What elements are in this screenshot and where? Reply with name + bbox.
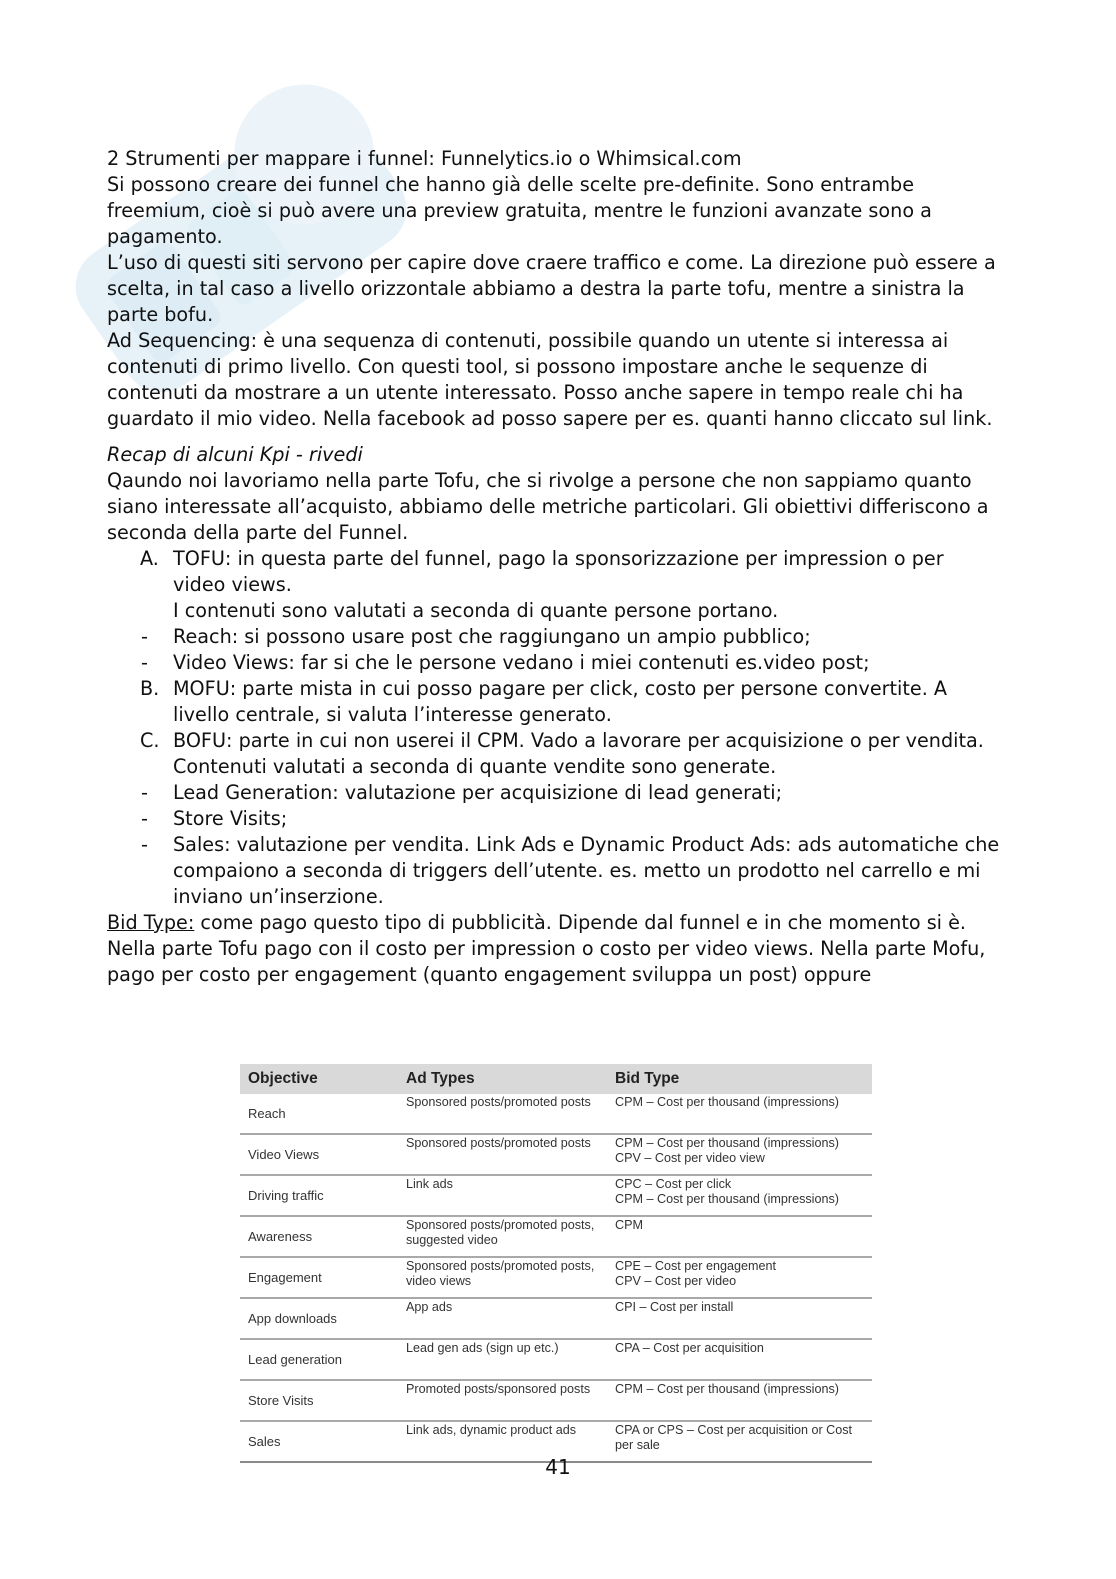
- list-item: C. BOFU: parte in cui non userei il CPM. Vado a lavorare per acquisizione o per vendita. Contenuti valutati a seconda di quante vendite sono generate.: [140, 729, 984, 778]
- table-row: [240, 1257, 872, 1298]
- list-item: - Video Views: far si che le persone vedano i miei contenuti es.video post;: [141, 651, 870, 674]
- table-cell-objective: Engagement: [240, 1257, 398, 1298]
- bid-type-paragraph: Bid Type: come pago questo tipo di pubblicità. Dipende dal funnel e in che momento si è.: [107, 911, 967, 934]
- list-item: - Sales: valutazione per vendita. Link Ads e Dynamic Product Ads: ads automatiche che compaiono a seconda di triggers dell’utente. es. metto un prodotto nel carrello e mi inviano un’inserzione.: [141, 833, 1000, 908]
- table-cell-ad-types: Promoted posts/sponsored posts: [398, 1380, 607, 1421]
- bid-type-table: [240, 1064, 872, 1463]
- table-cell-bid-type: CPM – Cost per thousand (impressions): [607, 1380, 872, 1421]
- bid-type-label: Bid Type:: [107, 911, 195, 934]
- recap-heading: Recap di alcuni Kpi - rivedi: [107, 443, 363, 466]
- list-item: A. TOFU: in questa parte del funnel, pago la sponsorizzazione per impression o per video views.: [140, 547, 944, 596]
- table-row: [240, 1339, 872, 1380]
- list-item: I contenuti sono valutati a seconda di quante persone portano.: [173, 599, 779, 622]
- table-row: [240, 1175, 872, 1216]
- intro-ad-sequencing: Ad Sequencing: è una sequenza di contenuti, possibile quando un utente si interessa ai contenuti di primo livello. Con questi tool, si possono impostare anche le sequenze di contenuti da mostrare a un utente interessato. Posso anche sapere in tempo reale chi ha guardato il mio video. Nella facebook ad posso sapere per es. quanti hanno cliccato sul link.: [107, 329, 993, 430]
- table-cell-ad-types: Link ads, dynamic product ads: [398, 1421, 607, 1462]
- table-cell-objective: App downloads: [240, 1298, 398, 1339]
- table-cell-ad-types: Sponsored posts/promoted posts: [398, 1134, 607, 1175]
- intro-traffic: L’uso di questi siti servono per capire dove craere traffico e come. La direzione può essere a scelta, in tal caso a livello orizzontale abbiamo a destra la parte tofu, mentre a sinistra la parte bofu.: [107, 251, 996, 326]
- column-header: Ad Types: [398, 1064, 607, 1094]
- table-cell-objective: Sales: [240, 1421, 398, 1462]
- table-cell-bid-type: CPE – Cost per engagement CPV – Cost per video: [607, 1257, 872, 1298]
- table-cell-bid-type: CPI – Cost per install: [607, 1298, 872, 1339]
- kpi-list: [107, 546, 1002, 910]
- table-cell-ad-types: App ads: [398, 1298, 607, 1339]
- table-cell-bid-type: CPA or CPS – Cost per acquisition or Cost per sale: [607, 1421, 872, 1462]
- table-cell-objective: Store Visits: [240, 1380, 398, 1421]
- column-header: Bid Type: [607, 1064, 872, 1094]
- intro-freemium: Si possono creare dei funnel che hanno già delle scelte pre-definite. Sono entrambe freemium, cioè si può avere una preview gratuita, mentre le funzioni avanzate sono a pagamento.: [107, 173, 932, 248]
- column-header: Objective: [240, 1064, 398, 1094]
- table-cell-objective: Awareness: [240, 1216, 398, 1257]
- table-cell-ad-types: Sponsored posts/promoted posts: [398, 1094, 607, 1134]
- recap-intro: Qaundo noi lavoriamo nella parte Tofu, che si rivolge a persone che non sappiamo quanto siano interessate all’acquisto, abbiamo delle metriche particolari. Gli obiettivi differiscono a seconda della parte del Funnel.: [107, 469, 989, 544]
- table-row: [240, 1094, 872, 1134]
- table-cell-ad-types: Sponsored posts/promoted posts, video views: [398, 1257, 607, 1298]
- table-cell-bid-type: CPM – Cost per thousand (impressions): [607, 1094, 872, 1134]
- table-cell-objective: Video Views: [240, 1134, 398, 1175]
- table-row: [240, 1216, 872, 1257]
- table-row: [240, 1380, 872, 1421]
- table-header-row: [240, 1064, 872, 1094]
- table-row: [240, 1298, 872, 1339]
- table-cell-objective: Driving traffic: [240, 1175, 398, 1216]
- table-cell-objective: Lead generation: [240, 1339, 398, 1380]
- list-item: - Store Visits;: [141, 807, 288, 830]
- table-cell-bid-type: CPC – Cost per click CPM – Cost per thousand (impressions): [607, 1175, 872, 1216]
- table-cell-bid-type: CPA – Cost per acquisition: [607, 1339, 872, 1380]
- intro-tools: 2 Strumenti per mappare i funnel: Funnelytics.io o Whimsical.com: [107, 147, 742, 170]
- list-item: - Reach: si possono usare post che raggiungano un ampio pubblico;: [141, 625, 811, 648]
- document-body: [107, 146, 1002, 988]
- table-cell-ad-types: Link ads: [398, 1175, 607, 1216]
- page-number: 41: [545, 1455, 571, 1479]
- table-cell-ad-types: Lead gen ads (sign up etc.): [398, 1339, 607, 1380]
- table-cell-objective: Reach: [240, 1094, 398, 1134]
- bid-type-detail: Nella parte Tofu pago con il costo per impression o costo per video views. Nella parte Mofu, pago per costo per engagement (quanto engagement sviluppa un post) oppure: [107, 937, 986, 986]
- table-cell-ad-types: Sponsored posts/promoted posts, suggested video: [398, 1216, 607, 1257]
- list-item: - Lead Generation: valutazione per acquisizione di lead generati;: [141, 781, 783, 804]
- table-cell-bid-type: CPM – Cost per thousand (impressions) CPV – Cost per video view: [607, 1134, 872, 1175]
- table-cell-bid-type: CPM: [607, 1216, 872, 1257]
- table-row: [240, 1134, 872, 1175]
- list-item: B. MOFU: parte mista in cui posso pagare per click, costo per persone convertite. A livello centrale, si valuta l’interesse generato.: [140, 677, 948, 726]
